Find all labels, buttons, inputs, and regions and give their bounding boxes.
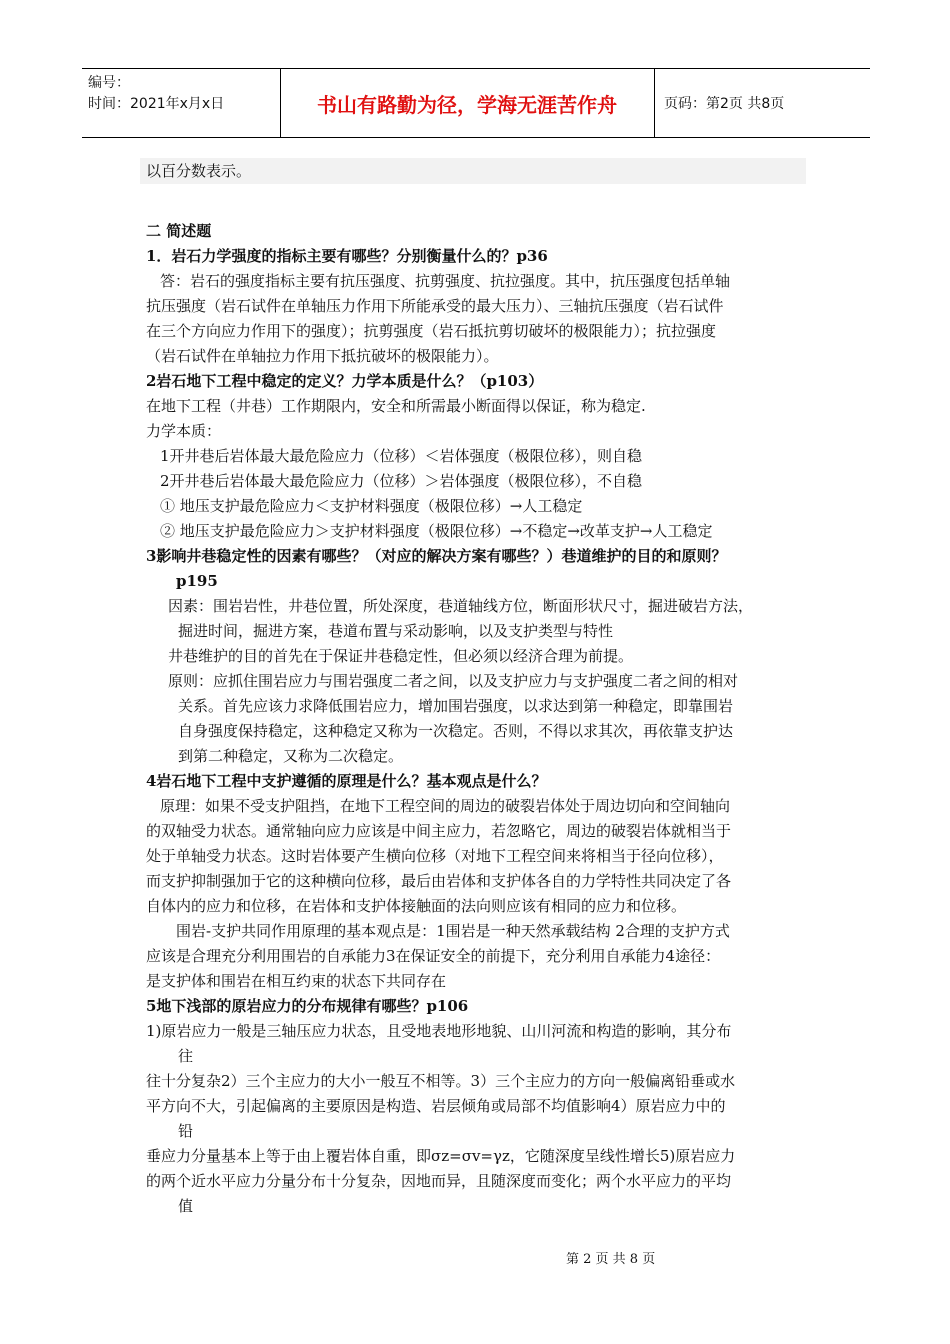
text-line: 处于单轴受力状态。这时岩体要产生横向位移（对地下工程空间来将相当于径向位移）， bbox=[146, 847, 724, 865]
text-line: 答：岩石的强度指标主要有抗压强度、抗剪强度、抗拉强度。其中，抗压强度包括单轴 bbox=[160, 272, 731, 290]
question-heading: 4岩石地下工程中支护遵循的原理是什么？基本观点是什么？ bbox=[146, 772, 547, 790]
doc-time-label: 时间：2021年x月x日 bbox=[88, 96, 225, 112]
text-line: 力学本质： bbox=[146, 422, 222, 440]
text-line: 垂应力分量基本上等于由上覆岩体自重，即σz=σv=γz，它随深度呈线性增长5)原岩应力 bbox=[146, 1147, 736, 1165]
text-line: 的双轴受力状态。通常轴向应力应该是中间主应力，若忽略它，周边的破裂岩体就相当于 bbox=[146, 822, 732, 840]
text-line: 井巷维护的目的首先在于保证井巷稳定性，但必须以经济合理为前提。 bbox=[168, 647, 634, 665]
text-line: 原理：如果不受支护阻挡，在地下工程空间的周边的破裂岩体处于周边切向和空间轴向 bbox=[160, 797, 731, 815]
text-line: 因素：围岩岩性，井巷位置，所处深度，巷道轴线方位，断面形状尺寸，掘进破岩方法， bbox=[168, 597, 754, 615]
question-heading: 2岩石地下工程中稳定的定义？力学本质是什么？（p103） bbox=[146, 372, 544, 390]
page-header bbox=[82, 68, 870, 138]
text-line: 1开井巷后岩体最大最危险应力（位移）＜岩体强度（极限位移），则自稳 bbox=[160, 447, 643, 465]
text-line: 以百分数表示。 bbox=[146, 162, 252, 180]
text-line: 关系。首先应该力求降低围岩应力，增加围岩强度，以求达到第一种稳定，即靠围岩 bbox=[178, 697, 734, 715]
doc-number-label: 编号： bbox=[88, 75, 130, 91]
header-page-label: 页码：第2页 共8页 bbox=[664, 96, 785, 112]
question-heading: p195 bbox=[176, 572, 218, 590]
text-line: 2开井巷后岩体最大最危险应力（位移）＞岩体强度（极限位移），不自稳 bbox=[160, 472, 643, 490]
text-line: 1)原岩应力一般是三轴压应力状态，且受地表地形地貌、山川河流和构造的影响，其分布 bbox=[146, 1022, 732, 1040]
text-line: 到第二种稳定，又称为二次稳定。 bbox=[178, 747, 404, 765]
text-line: 原则：应抓住围岩应力与围岩强度二者之间，以及支护应力与支护强度二者之间的相对 bbox=[168, 672, 739, 690]
header-info-cell bbox=[82, 69, 281, 137]
question-heading: 3影响井巷稳定性的因素有哪些？（对应的解决方案有哪些？）巷道维护的目的和原则？ bbox=[146, 547, 727, 565]
text-line: 围岩-支护共同作用原理的基本观点是：1围岩是一种天然承载结构 2合理的支护方式 bbox=[176, 922, 730, 940]
text-line: 平方向不大，引起偏离的主要原因是构造、岩层倾角或局部不均值影响4）原岩应力中的 bbox=[146, 1097, 726, 1115]
text-line: 值 bbox=[178, 1197, 194, 1215]
question-heading: 5地下浅部的原岩应力的分布规律有哪些？p106 bbox=[146, 997, 469, 1015]
text-line: 掘进时间，掘进方案，巷道布置与采动影响，以及支护类型与特性 bbox=[178, 622, 614, 640]
section-heading: 二 简述题 bbox=[146, 222, 212, 240]
text-line: ① 地压支护最危险应力＜支护材料强度（极限位移）→人工稳定 bbox=[160, 497, 583, 515]
text-line: 自身强度保持稳定，这种稳定又称为一次稳定。否则，不得以求其次，再依靠支护达 bbox=[178, 722, 734, 740]
text-line: 而支护抑制强加于它的这种横向位移，最后由岩体和支护体各自的力学特性共同决定了各 bbox=[146, 872, 732, 890]
text-line: 是支护体和围岩在相互约束的状态下共同存在 bbox=[146, 972, 447, 990]
question-heading: 1．岩石力学强度的指标主要有哪些？分别衡量什么的？p36 bbox=[146, 247, 548, 265]
text-line: 自体内的应力和位移，在岩体和支护体接触面的法向则应该有相同的应力和位移。 bbox=[146, 897, 687, 915]
page-footer: 第 2 页 共 8 页 bbox=[566, 1252, 656, 1267]
text-line: 往十分复杂2）三个主应力的大小一般互不相等。3）三个主应力的方向一般偏离铅垂或水 bbox=[146, 1072, 736, 1090]
text-line: （岩石试件在单轴拉力作用下抵抗破坏的极限能力）。 bbox=[146, 347, 499, 365]
text-line: 在地下工程（井巷）工作期限内，安全和所需最小断面得以保证，称为稳定. bbox=[146, 397, 646, 415]
text-line: 抗压强度（岩石试件在单轴压力作用下所能承受的最大压力）、三轴抗压强度（岩石试件 bbox=[146, 297, 724, 315]
header-motto: 书山有路勤为径，学海无涯苦作舟 bbox=[280, 69, 655, 137]
text-line: 铅 bbox=[178, 1122, 194, 1140]
text-line: 应该是合理充分利用围岩的自承能力3在保证安全的前提下，充分利用自承能力4途径： bbox=[146, 947, 721, 965]
text-line: ② 地压支护最危险应力＞支护材料强度（极限位移）→不稳定→改革支护→人工稳定 bbox=[160, 522, 713, 540]
text-line: 往 bbox=[178, 1047, 194, 1065]
text-line: 的两个近水平应力分量分布十分复杂，因地而异，且随深度而变化；两个水平应力的平均 bbox=[146, 1172, 732, 1190]
text-line: 在三个方向应力作用下的强度）；抗剪强度（岩石抵抗剪切破坏的极限能力）；抗拉强度 bbox=[146, 322, 717, 340]
